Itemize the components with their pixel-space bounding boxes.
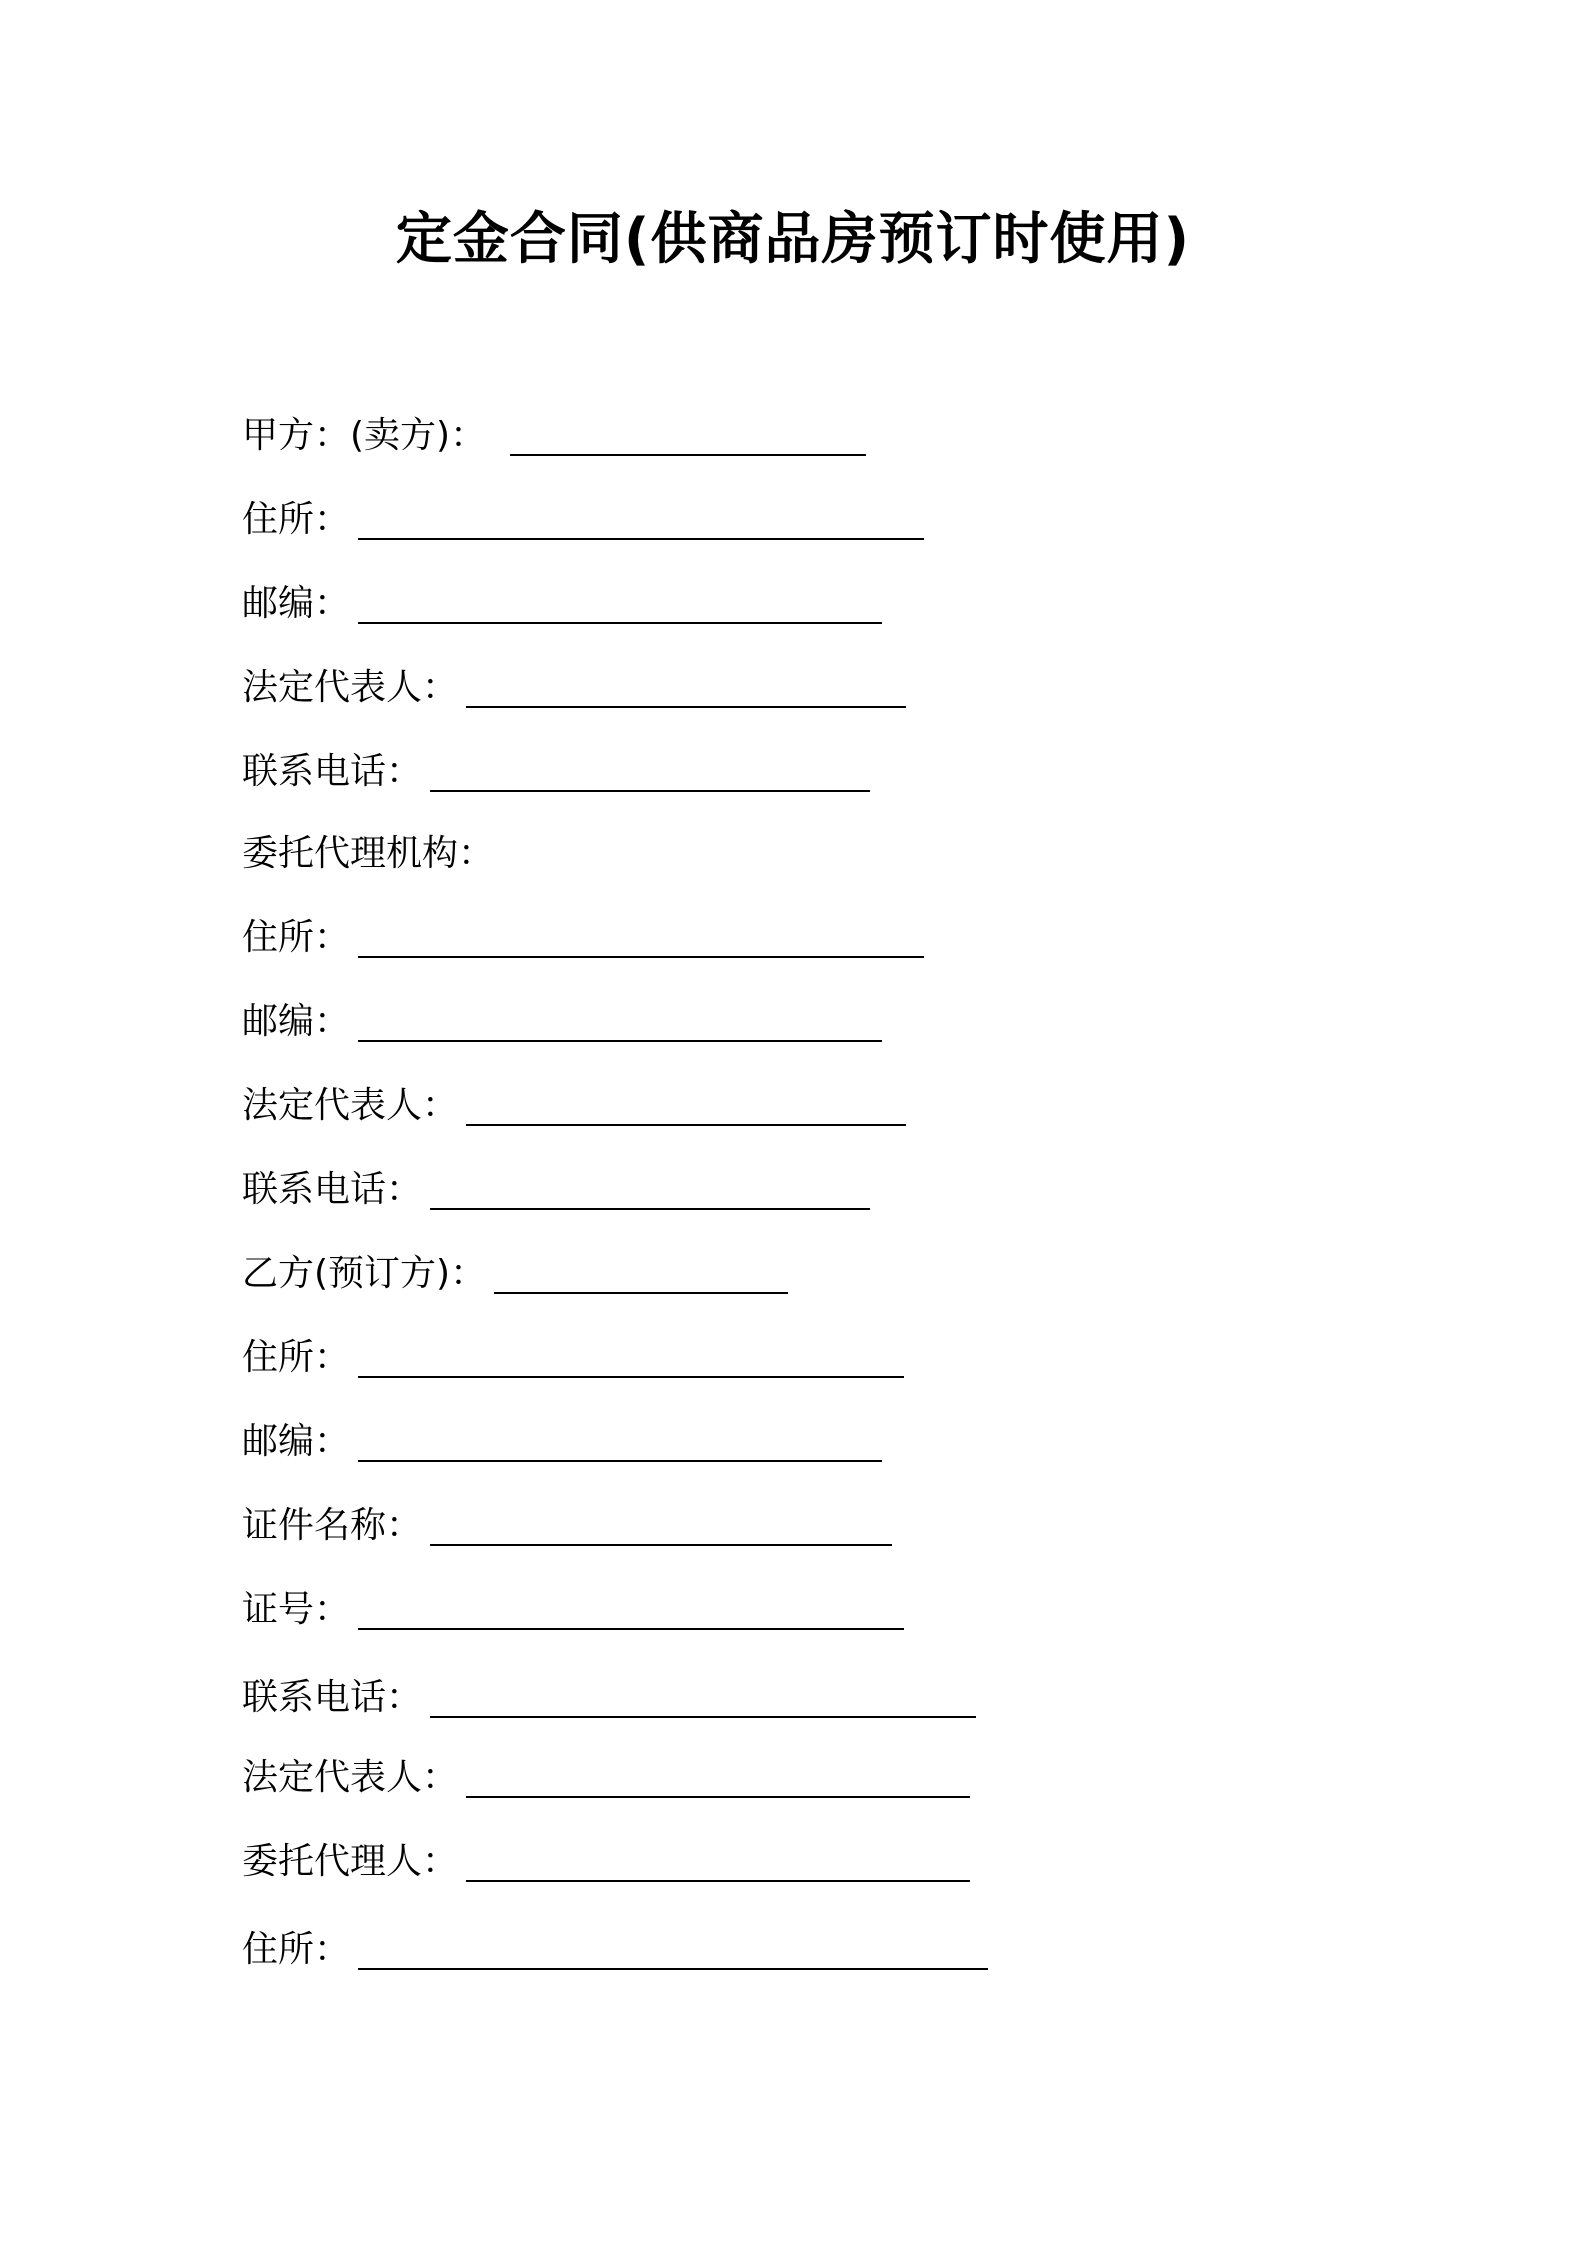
party-b-agent-address-label: 住所： <box>242 1929 351 1970</box>
party-b-address-blank[interactable] <box>358 1332 904 1378</box>
agency-postcode-blank[interactable] <box>358 996 882 1042</box>
party-a-legal-rep-label: 法定代表人： <box>242 667 459 708</box>
party-b-agent-address-blank[interactable] <box>358 1924 988 1970</box>
party-a-phone-blank[interactable] <box>430 746 870 792</box>
party-b-legal-rep-blank[interactable] <box>466 1752 970 1798</box>
party-b-agent-address-field <box>242 1918 988 1974</box>
party-b-id-number-label: 证号： <box>242 1589 351 1630</box>
party-a-legal-rep-field <box>242 656 906 712</box>
agency-address-blank[interactable] <box>358 912 924 958</box>
party-b-address-field <box>242 1326 904 1382</box>
party-b-phone-blank[interactable] <box>430 1672 976 1718</box>
agency-postcode-label: 邮编： <box>242 1001 351 1042</box>
party-a-phone-label: 联系电话： <box>242 751 423 792</box>
party-b-id-number-field <box>242 1578 904 1634</box>
party-b-id-number-blank[interactable] <box>358 1584 904 1630</box>
party-b-legal-rep-label: 法定代表人： <box>242 1757 459 1798</box>
agency-legal-rep-field <box>242 1074 906 1130</box>
agency-label: 委托代理机构： <box>242 833 495 874</box>
party-b-id-type-field <box>242 1494 892 1550</box>
agency-legal-rep-blank[interactable] <box>466 1080 906 1126</box>
party-a-address-label: 住所： <box>242 499 351 540</box>
party-b-phone-label: 联系电话： <box>242 1677 423 1718</box>
agency-phone-blank[interactable] <box>430 1164 870 1210</box>
agency-address-label: 住所： <box>242 917 351 958</box>
document-title: 定金合同(供商品房预订时使用) <box>395 207 1191 272</box>
party-a-seller-label: 甲方：(卖方)： <box>242 415 487 456</box>
agency-field <box>242 822 494 878</box>
party-a-seller-field <box>242 404 866 460</box>
party-b-agent-label: 委托代理人： <box>242 1841 459 1882</box>
party-b-blank[interactable] <box>494 1248 788 1294</box>
party-b-postcode-blank[interactable] <box>358 1416 882 1462</box>
party-a-seller-blank[interactable] <box>510 410 866 456</box>
party-b-label: 乙方(预订方)： <box>242 1253 487 1294</box>
agency-address-field <box>242 906 924 962</box>
party-b-postcode-label: 邮编： <box>242 1421 351 1462</box>
agency-phone-field <box>242 1158 870 1214</box>
party-b-address-label: 住所： <box>242 1337 351 1378</box>
party-a-address-blank[interactable] <box>358 494 924 540</box>
agency-postcode-field <box>242 990 882 1046</box>
party-b-legal-rep-field <box>242 1746 970 1802</box>
party-a-phone-field <box>242 740 870 796</box>
party-a-postcode-blank[interactable] <box>358 578 882 624</box>
party-b-id-type-label: 证件名称： <box>242 1505 423 1546</box>
agency-legal-rep-label: 法定代表人： <box>242 1085 459 1126</box>
party-b-postcode-field <box>242 1410 882 1466</box>
party-a-postcode-field <box>242 572 882 628</box>
party-b-phone-field <box>242 1666 976 1722</box>
party-b-agent-field <box>242 1830 970 1886</box>
party-a-legal-rep-blank[interactable] <box>466 662 906 708</box>
party-b-agent-blank[interactable] <box>466 1836 970 1882</box>
party-a-address-field <box>242 488 924 544</box>
agency-phone-label: 联系电话： <box>242 1169 423 1210</box>
party-a-postcode-label: 邮编： <box>242 583 351 624</box>
party-b-id-type-blank[interactable] <box>430 1500 892 1546</box>
party-b-field <box>242 1242 788 1298</box>
